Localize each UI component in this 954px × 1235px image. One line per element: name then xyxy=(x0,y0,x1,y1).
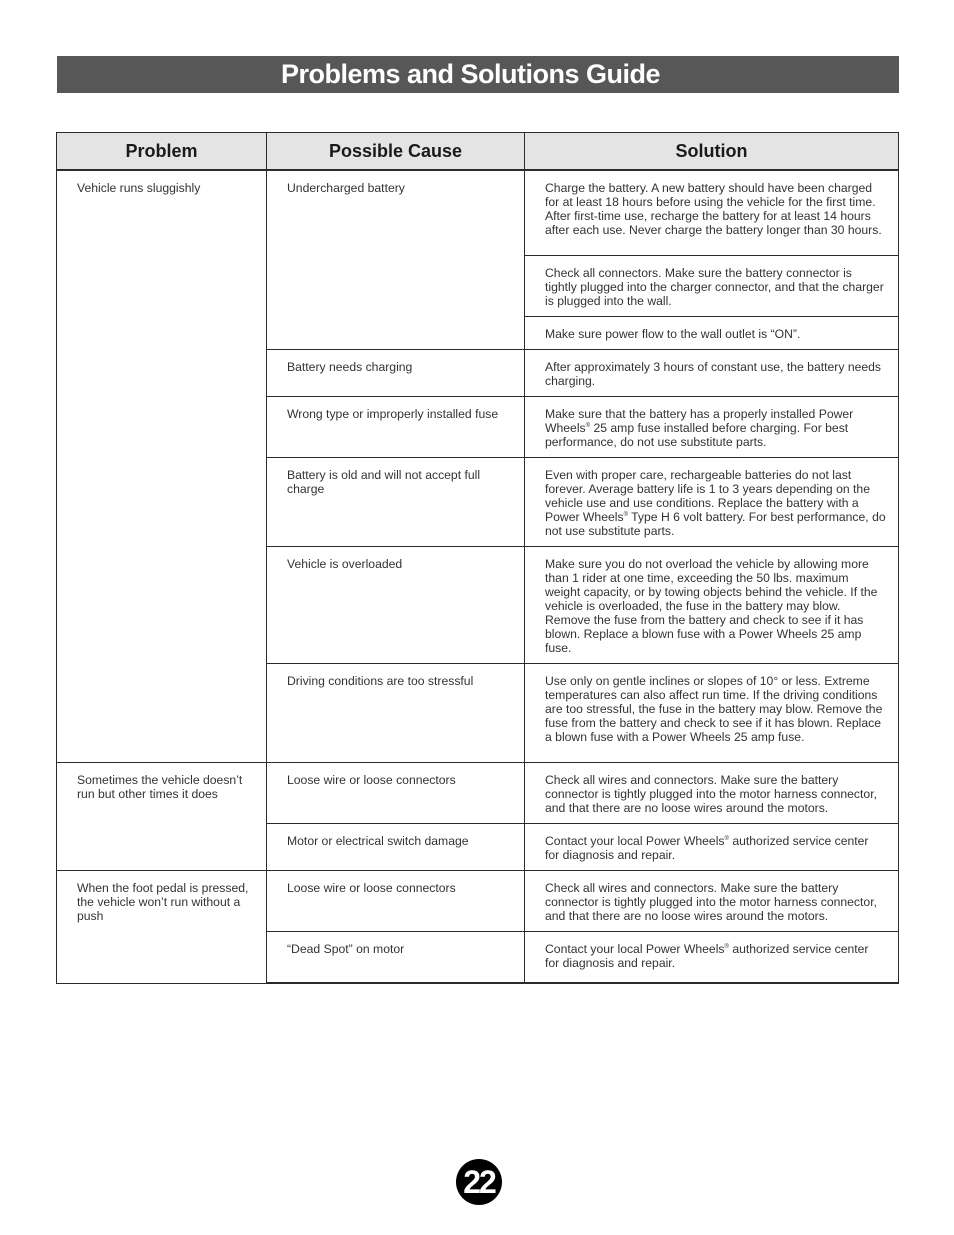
cause-cell: Loose wire or loose connectors xyxy=(267,763,525,824)
solution-cell xyxy=(525,397,899,458)
solution-cell: Make sure power flow to the wall outlet is “ON”. xyxy=(525,317,899,350)
cause-cell: Motor or electrical switch damage xyxy=(267,824,525,871)
solution-text: authorized service center for diagnosis and repair. xyxy=(545,942,869,970)
registered-mark: ® xyxy=(724,835,729,842)
column-header-cause: Possible Cause xyxy=(267,133,525,171)
problem-cell: When the foot pedal is pressed, the vehicle won’t run without a push xyxy=(57,871,267,984)
solution-text: Contact your local Power Wheels xyxy=(545,834,725,848)
solution-text: Make sure that the battery has a properly installed Power Wheels xyxy=(545,407,854,435)
solution-cell: Use only on gentle inclines or slopes of 10° or less. Extreme temperatures can also affect run time. If the driving conditions are too stressful, the fuse in the battery may blow. Remove the fuse from the battery and check to see if it has blown. Replace a blown fuse with a Power Wheels 25 amp fuse. xyxy=(525,664,899,763)
problems-solutions-table xyxy=(56,132,899,984)
table-row xyxy=(57,170,899,256)
registered-mark: ® xyxy=(623,511,628,518)
problem-cell: Sometimes the vehicle doesn’t run but other times it does xyxy=(57,763,267,871)
column-header-problem: Problem xyxy=(57,133,267,171)
solution-text: 25 amp fuse installed before charging. For best performance, do not use substitute parts. xyxy=(545,421,849,449)
problem-cell: Vehicle runs sluggishly xyxy=(57,170,267,763)
table-row xyxy=(57,763,899,824)
solution-text: authorized service center for diagnosis and repair. xyxy=(545,834,869,862)
solution-cell: After approximately 3 hours of constant use, the battery needs charging. xyxy=(525,350,899,397)
registered-mark: ® xyxy=(724,943,729,950)
registered-mark: ® xyxy=(585,422,591,429)
cause-cell: Battery needs charging xyxy=(267,350,525,397)
table-header-row xyxy=(57,133,899,171)
solution-text: Contact your local Power Wheels xyxy=(545,942,725,956)
solution-text: Type H 6 volt battery. For best performance, do not use substitute parts. xyxy=(545,510,886,538)
solution-cell: Make sure you do not overload the vehicle by allowing more than 1 rider at one time, exceeding the 50 lbs. maximum weight capacity, or by towing objects behind the vehicle. If the vehicle is overloaded, the fuse in the battery may blow. Remove the fuse from the battery and check to see if it has blown. Replace a blown fuse with a Power Wheels 25 amp fuse. xyxy=(525,547,899,664)
page-number-badge: 22 xyxy=(456,1159,502,1205)
cause-cell: Undercharged battery xyxy=(267,170,525,350)
cause-cell: Loose wire or loose connectors xyxy=(267,871,525,932)
table-row xyxy=(57,871,899,932)
cause-cell: Wrong type or improperly installed fuse xyxy=(267,397,525,458)
solution-cell xyxy=(525,458,899,547)
solution-cell: Check all wires and connectors. Make sure the battery connector is tightly plugged into the motor harness connector, and that there are no loose wires around the motors. xyxy=(525,763,899,824)
solution-cell: Check all connectors. Make sure the battery connector is tightly plugged into the charger connector, and that the charger is plugged into the wall. xyxy=(525,256,899,317)
cause-cell: “Dead Spot” on motor xyxy=(267,932,525,984)
cause-cell: Battery is old and will not accept full charge xyxy=(267,458,525,547)
solution-cell xyxy=(525,824,899,871)
title-bar xyxy=(57,56,899,93)
solution-cell xyxy=(525,932,899,984)
page-title: Problems and Solutions Guide xyxy=(281,59,661,89)
solution-cell: Check all wires and connectors. Make sure the battery connector is tightly plugged into the motor harness connector, and that there are no loose wires around the motors. xyxy=(525,871,899,932)
solution-cell: Charge the battery. A new battery should have been charged for at least 18 hours before using the vehicle for the first time. After first-time use, recharge the battery for at least 14 hours after each use. Never charge the battery longer than 30 hours. xyxy=(525,170,899,256)
solution-text: Even with proper care, rechargeable batteries do not last forever. Average battery life is 1 to 3 years depending on the vehicle use and use conditions. Replace the battery with a Power Wheels xyxy=(545,468,870,524)
cause-cell: Driving conditions are too stressful xyxy=(267,664,525,763)
column-header-solution: Solution xyxy=(525,133,899,171)
cause-cell: Vehicle is overloaded xyxy=(267,547,525,664)
